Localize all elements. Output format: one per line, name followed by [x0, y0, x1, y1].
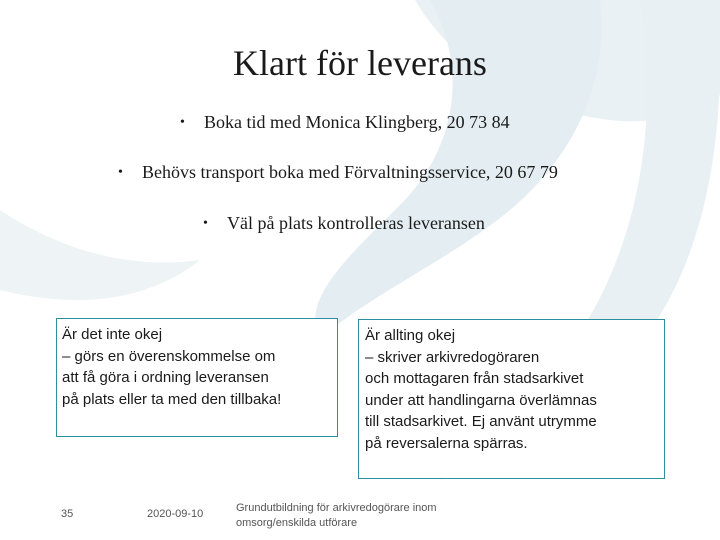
bullet-inspection — [203, 213, 485, 234]
footer-text-line: Grundutbildning för arkivredogörare inom — [236, 502, 437, 514]
bullet-dot: • — [180, 115, 185, 130]
bullet-dot: • — [203, 216, 208, 231]
textbox-line: Är allting okej — [365, 327, 456, 344]
slide-title: Klart för leverans — [233, 43, 487, 83]
bullet-text: Behövs transport boka med Förvaltningsservice, 20 67 79 — [142, 162, 558, 182]
textbox-line: under att handlingarna överlämnas — [365, 391, 597, 409]
not-ok-textbox — [56, 318, 338, 437]
bullet-transport — [118, 162, 558, 183]
textbox-line: att få göra i ordning leveransen — [62, 369, 269, 386]
textbox-line: – skriver arkivredogöraren — [365, 348, 540, 366]
bullet-dot: • — [118, 165, 123, 180]
textbox-line: till stadsarkivet. Ej använt utrymme — [365, 413, 597, 430]
background-swoosh-left — [0, 210, 200, 300]
bullet-text: Boka tid med Monica Klingberg, 20 73 84 — [204, 112, 510, 132]
bullet-text: Väl på plats kontrolleras leveransen — [227, 213, 485, 233]
textbox-line: och mottagaren från stadsarkivet — [365, 370, 584, 387]
textbox-line: på reversalerna spärras. — [365, 434, 528, 452]
textbox-line: Är det inte okej — [62, 326, 163, 343]
bullet-booking — [180, 112, 510, 133]
footer-date: 2020-09-10 — [147, 508, 204, 520]
footer-text-line: omsorg/enskilda utförare — [236, 517, 358, 529]
ok-textbox — [358, 319, 665, 479]
footer-text — [236, 501, 437, 531]
page-number: 35 — [61, 508, 74, 520]
textbox-line: – görs en överenskommelse om — [62, 347, 276, 365]
textbox-line: på plats eller ta med den tillbaka! — [62, 390, 282, 408]
